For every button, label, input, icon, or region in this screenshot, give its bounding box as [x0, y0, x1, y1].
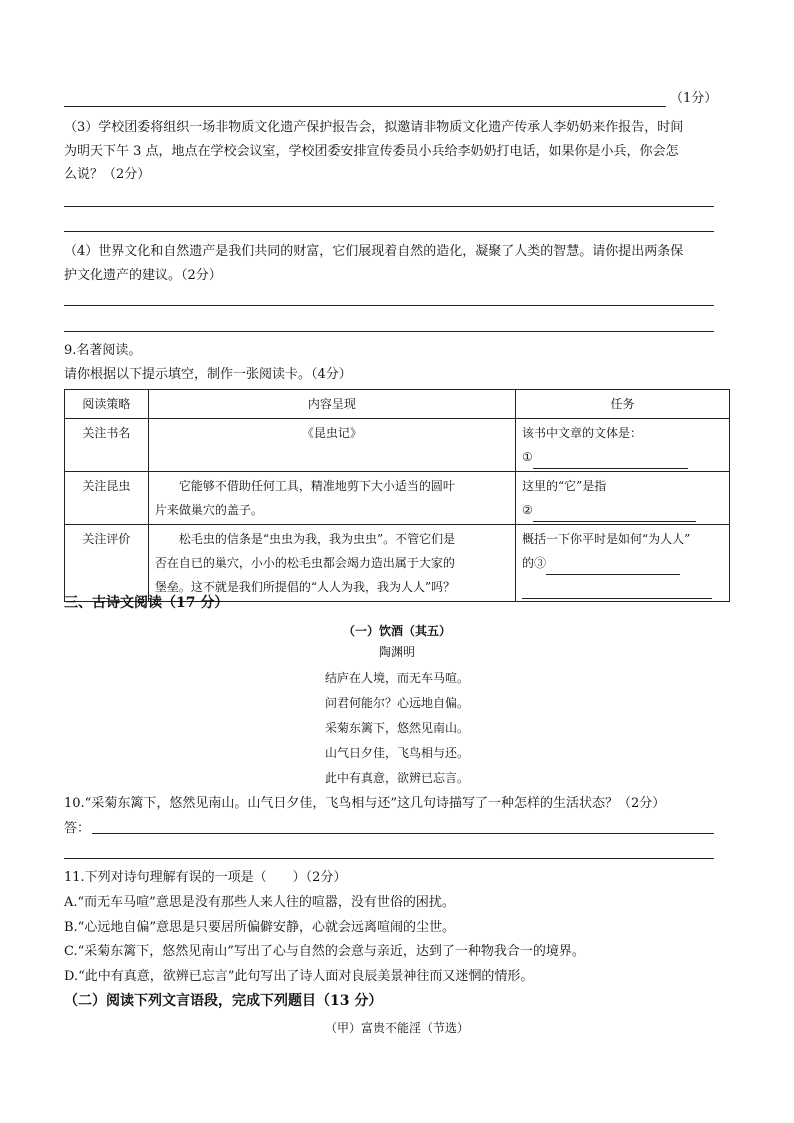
table-header: 阅读策略	[65, 390, 149, 419]
task-text: 这里的“它”是指	[522, 479, 607, 493]
blank-marker: ①	[522, 450, 533, 464]
table-header-row	[65, 390, 730, 419]
blank-marker: ②	[522, 503, 533, 517]
task-cell	[516, 525, 730, 602]
table-header: 内容呈现	[148, 390, 515, 419]
q9-instruction: 请你根据以下提示填空，制作一张阅读卡。（4分）	[64, 367, 352, 382]
poem-line: 山气日夕佳，飞鸟相与还。	[324, 746, 469, 760]
task-text: 的	[522, 556, 535, 570]
q8-3-line3: 么说？（2分）	[64, 167, 151, 182]
score-note: （1分）	[670, 91, 718, 106]
poem-line: 采菊东篱下，悠然见南山。	[324, 721, 469, 735]
fill-blank[interactable]	[546, 560, 680, 575]
q8-3-line2: 为明天下午 3 点，地点在学校会议室，学校团委安排宣传委员小兵给李奶奶打电话，如果你是小兵，你会怎	[64, 144, 679, 159]
content-text: 它能够不借助任何工具，精准地剪下大小适当的圆叶	[178, 479, 455, 493]
answer-line[interactable]	[64, 206, 714, 207]
option-c: C.“采菊东篱下，悠然见南山”写出了心与自然的会意与亲近，达到了一种物我合一的境界。	[64, 944, 585, 959]
fill-blank[interactable]	[533, 507, 696, 522]
strategy-cell: 关注书名	[65, 419, 149, 472]
passage-title: （甲）富贵不能淫（节选）	[324, 1021, 469, 1035]
option-a: A.“而无车马喧”意思是没有那些人来人往的喧嚣，没有世俗的困扰。	[64, 895, 455, 910]
poem-line: 此中有真意，欲辨已忘言。	[324, 771, 469, 785]
poem-line: 结庐在人境，而无车马喧。	[324, 671, 469, 685]
section-subtitle: （二）阅读下列文言语段，完成下列题目（13 分）	[64, 993, 383, 1009]
q10-text: 10.“采菊东篱下，悠然见南山。山气日夕佳，飞鸟相与还”这几句诗描写了一种怎样的生活状态？（2分）	[64, 796, 666, 811]
fill-blank[interactable]	[533, 454, 688, 469]
table-row	[65, 525, 730, 602]
answer-label: 答：	[64, 821, 91, 836]
answer-line[interactable]	[92, 833, 714, 834]
content-text: 片来做巢穴的盖子。	[154, 503, 263, 517]
poem-line: 问君何能尔？心远地自偏。	[324, 696, 469, 710]
answer-line[interactable]	[64, 305, 714, 306]
answer-line[interactable]	[64, 858, 714, 859]
option-d: D.“此中有真意，欲辨已忘言”此句写出了诗人面对良辰美景神往而又迷惘的情形。	[64, 969, 534, 984]
reading-card-table	[64, 389, 730, 602]
content-cell	[148, 525, 515, 602]
fill-blank[interactable]	[522, 584, 712, 599]
answer-line[interactable]	[64, 106, 666, 107]
q11-text: 11.下列对诗句理解有误的一项是（ ）（2分）	[64, 870, 347, 885]
q8-3-line1: （3）学校团委将组织一场非物质文化遗产保护报告会，拟邀请非物质文化遗产传承人李奶奶来作报告，时间	[64, 120, 684, 135]
option-b: B.“心远地自偏”意思是只要居所偏僻安静，心就会远离喧闹的尘世。	[64, 920, 455, 935]
strategy-cell: 关注昆虫	[65, 472, 149, 525]
answer-line[interactable]	[64, 231, 714, 232]
task-cell	[516, 472, 730, 525]
content-text: 松毛虫的信条是“虫虫为我，我为虫虫”。不管它们是	[178, 532, 456, 546]
poem-author: 陶渊明	[378, 645, 415, 659]
task-text: 该书中文章的文体是：	[522, 426, 643, 440]
q8-4-line2: 护文化遗产的建议。（2分）	[64, 268, 222, 283]
content-text: 否在自已的巢穴，小小的松毛虫都会竭力造出属于大家的	[154, 556, 455, 570]
content-text: 堡垒。这不就是我们所提倡的“人人为我，我为人人”吗？	[154, 580, 456, 594]
poem-title: （一）饮酒（其五）	[342, 624, 451, 638]
strategy-cell: 关注评价	[65, 525, 149, 602]
task-text: 概括一下你平时是如何“为人人”	[522, 532, 691, 546]
q8-4-line1: （4）世界文化和自然遗产是我们共同的财富，它们展现着自然的造化，凝聚了人类的智慧。请你提出两条保	[64, 244, 684, 259]
section-title: 三、古诗文阅读（17 分）	[64, 595, 229, 611]
content-cell: 《昆虫记》	[148, 419, 515, 472]
answer-line[interactable]	[64, 331, 714, 332]
q9-title: 9.名著阅读。	[64, 343, 142, 358]
blank-marker: ③	[534, 556, 547, 570]
table-row	[65, 419, 730, 472]
task-cell	[516, 419, 730, 472]
content-cell	[148, 472, 515, 525]
table-header: 任务	[516, 390, 730, 419]
table-row	[65, 472, 730, 525]
